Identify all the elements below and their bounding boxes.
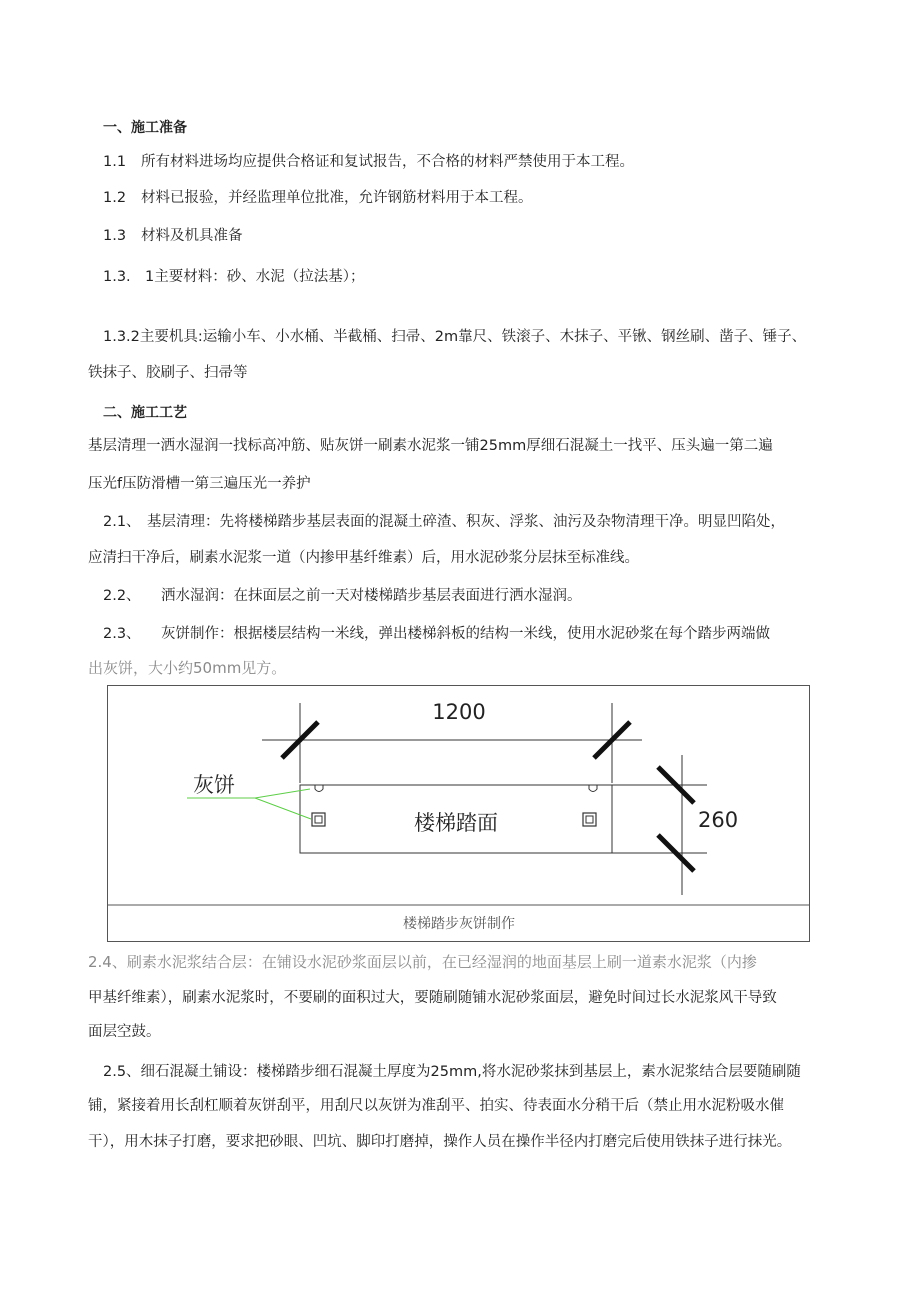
paragraph-1-1 — [103, 152, 850, 172]
section-title-2: 二、施工工艺 — [103, 405, 187, 421]
tread-label: 楼梯踏面 — [414, 811, 498, 835]
paragraph-1-3-2-line1: 1.3.2主要机具:运输小车、小水桶、半截桶、扫帚、2m靠尺、铁滚子、木抹子、平锹、钢丝刷、凿子、锤子、 — [103, 329, 807, 345]
section-title-1: 一、施工准备 — [103, 120, 187, 136]
paragraph-1-2 — [103, 188, 850, 208]
paragraph-text: 所有材料进场均应提供合格证和复试报告，不合格的材料严禁使用于本工程。 — [141, 154, 634, 170]
paragraph-1-3-2-line2: 铁抹子、胶刷子、扫帚等 — [88, 365, 248, 381]
paragraph-text: 洒水湿润：在抹面层之前一天对楼梯踏步基层表面进行洒水湿润。 — [161, 588, 582, 604]
paragraph-number: 1.3. — [103, 269, 131, 285]
paragraph-text: 基层清理：先将楼梯踏步基层表面的混凝土碎渣、积灰、浮浆、油污及杂物清理干净。明显凹陷处， — [147, 514, 785, 530]
paragraph-text: 1主要材料：砂、水泥（拉法基）； — [145, 269, 365, 285]
paragraph-number: 2.2、 — [103, 588, 141, 604]
paragraph-2-1-line1 — [103, 512, 850, 532]
paragraph-2-5-line1: 2.5、细石混凝土铺设：楼梯踏步细石混凝土厚度为25mm,将水泥砂浆抹到基层上，素水泥浆结合层要随刷随 — [103, 1064, 801, 1080]
flow-line-2: 压光f压防滑槽一第三遍压光一养护 — [88, 476, 311, 492]
paragraph-2-1-line2: 应清扫干净后，刷素水泥浆一道（内掺甲基纤维素）后，用水泥砂浆分层抹至标准线。 — [88, 550, 639, 566]
tread-screed-figure — [107, 685, 810, 942]
paragraph-number: 2.3、 — [103, 626, 141, 642]
paragraph-number: 1.1 — [103, 154, 127, 170]
paragraph-number: 2.1、 — [103, 514, 141, 530]
paragraph-2-5-line2: 铺，紧接着用长刮杠顺着灰饼刮平，用刮尺以灰饼为准刮平、拍实、待表面水分稍干后（禁止用水泥粉吸水催 — [88, 1098, 784, 1114]
paragraph-2-3 — [103, 624, 850, 644]
paragraph-2-3-line2: 出灰饼，大小约50mm见方。 — [88, 659, 287, 677]
paragraph-1-3-1 — [103, 267, 850, 287]
figure-caption: 楼梯踏步灰饼制作 — [403, 916, 515, 932]
paragraph-2-4-line2: 甲基纤维素），刷素水泥浆时，不要刷的面积过大，要随刷随铺水泥砂浆面层，避免时间过长水泥浆风干导致 — [88, 990, 777, 1006]
flow-line-1: 基层清理一洒水湿润一找标高冲筋、贴灰饼一刷素水泥浆一铺25mm厚细石混凝土一找平、压头遍一第二遍 — [88, 438, 773, 454]
paragraph-text: 材料及机具准备 — [141, 228, 243, 244]
paragraph-1-3 — [103, 226, 850, 246]
paragraph-text: 灰饼制作：根据楼层结构一米线，弹出楼梯斜板的结构一米线，使用水泥砂浆在每个踏步两端做 — [161, 626, 770, 642]
width-label: 1200 — [432, 700, 486, 724]
paragraph-2-2 — [103, 586, 850, 606]
paragraph-2-5-line3: 干），用木抹子打磨，要求把砂眼、凹坑、脚印打磨掉，操作人员在操作半径内打磨完后使用铁抹子进行抹光。 — [88, 1134, 792, 1150]
callout-label: 灰饼 — [193, 773, 235, 797]
height-label: 260 — [698, 808, 739, 832]
paragraph-2-4-line3: 面层空鼓。 — [88, 1024, 161, 1040]
paragraph-number: 1.2 — [103, 190, 127, 206]
paragraph-text: 材料已报验，并经监理单位批准，允许钢筋材料用于本工程。 — [141, 190, 533, 206]
paragraph-2-4-line1: 2.4、刷素水泥浆结合层：在铺设水泥砂浆面层以前，在已经湿润的地面基层上刷一道素水泥浆（内掺 — [88, 953, 757, 971]
paragraph-number: 1.3 — [103, 228, 127, 244]
